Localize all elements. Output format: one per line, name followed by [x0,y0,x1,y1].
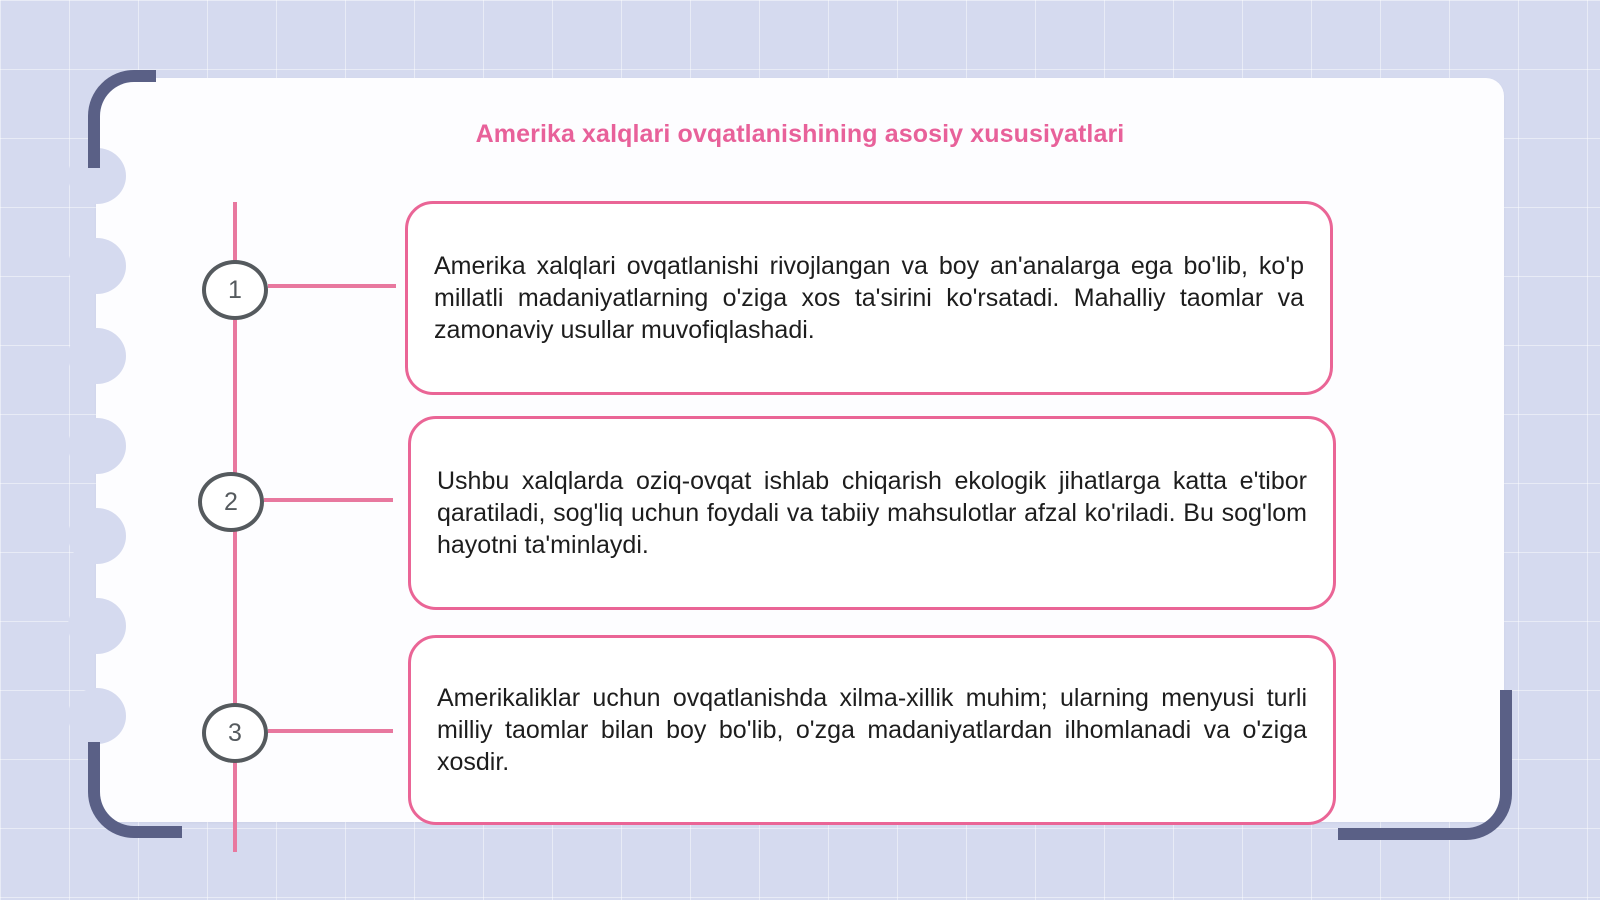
corner-bracket-bottom-left [88,742,182,838]
content-box-3 [408,635,1336,825]
content-text-2: Ushbu xalqlarda oziq-ovqat ishlab chiqarish ekologik jihatlarga katta e'tibor qaratiladi, sog'liq uchun foydali va tabiiy mahsulotlar afzal ko'riladi. Bu sog'lom hayotni ta'minlaydi. [437,467,1307,559]
timeline-connector [268,729,393,733]
scallop-decoration [68,508,126,564]
step-number-1: 1 [202,260,268,320]
content-box-1 [405,201,1333,395]
content-text-3: Amerikaliklar uchun ovqatlanishda xilma-xillik muhim; ularning menyusi turli milliy taomlar bilan boy bo'lib, o'zga madaniyatlardan ilhomlanadi va o'ziga xosdir. [437,684,1307,776]
scallop-decoration [68,328,126,384]
slide-title: Amerika xalqlari ovqatlanishining asosiy xususiyatlari [475,120,1125,148]
corner-bracket-top-left [88,70,156,168]
step-number-3: 3 [202,703,268,763]
content-text-1: Amerika xalqlari ovqatlanishi rivojlangan va boy an'analarga ega bo'lib, ko'p millatli madaniyatlarning o'ziga xos ta'sirini ko'rsatadi. Mahalliy taomlar va zamonaviy usullar muvofiqlashadi. [434,252,1304,344]
scallop-decoration [68,418,126,474]
step-number-2: 2 [198,472,264,532]
scallop-decoration [68,598,126,654]
scallop-decoration [68,238,126,294]
scallop-decoration [68,688,126,744]
corner-bracket-bottom-right [1338,690,1512,840]
timeline-connector [268,284,396,288]
content-box-2 [408,416,1336,610]
timeline-connector [264,498,393,502]
